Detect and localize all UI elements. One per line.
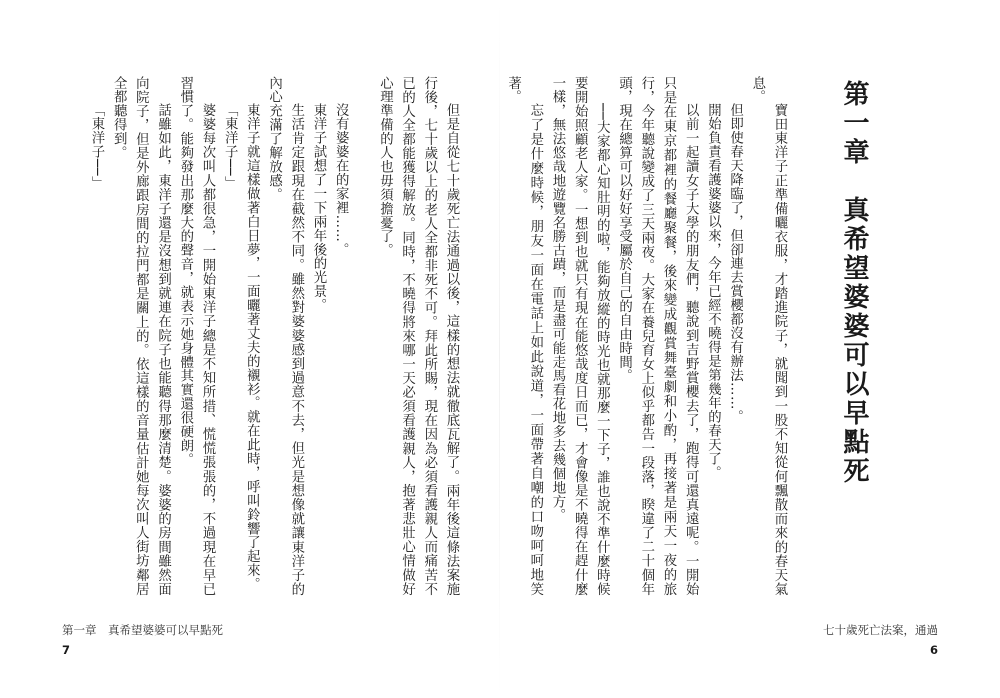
page-number: 6 <box>929 643 938 657</box>
paragraph: 東洋子就這樣做著白日夢，一面曬著丈夫的襯衫。就在此時，呼叫鈴響了起來。 <box>244 102 260 592</box>
paragraph: 忘了是什麼時候，朋友一面在電話上如此說道，一面帶著自嘲的口吻呵呵地笑著。 <box>505 76 543 596</box>
left-page-body <box>42 76 462 596</box>
running-header: 第一章 真希望婆婆可以早點死 <box>62 623 223 637</box>
paragraph: 話雖如此，東洋子還是沒想到就連在院子也能聽得那麼清楚。婆婆的房間雖然面向院子，但是外廊跟房間的拉門都是關上的。依這樣的音量估計她每次叫人街坊鄰居全都聽得到。 <box>111 76 171 596</box>
paragraph: 沒有婆婆在的家裡……。 <box>333 102 349 257</box>
chapter-title: 第一章 真希望婆婆可以早點死 <box>839 80 869 486</box>
paragraph: 婆婆每次叫人都很急，一開始東洋子總是不知所措、慌慌張張的，不過現在早已習慣了。能夠發出那麼大的聲音，就表示她身體其實還很硬朗。 <box>177 76 215 596</box>
paragraph: 開始負責看護婆婆以來，今年已經不曉得是第幾年的春天了。 <box>705 102 721 480</box>
paragraph: 但即使春天降臨了，但卻連去賞櫻都沒有辦法……。 <box>727 102 743 424</box>
paragraph: ──大家都心知肚明的啦，能夠放縱的時光也就那麼一下子，誰也說不準什麼時候要開始照顧老人家。一想到也就只有現在能悠哉度日而已，才會像是不曉得在趕什麼一樣，無法悠哉地遊覽名勝古蹟，而是盡可能走馬看花地多去幾個地方。 <box>549 76 610 596</box>
page-number: 7 <box>62 643 71 657</box>
running-header: 七十歲死亡法案，通過 <box>823 623 938 637</box>
section-break <box>351 76 373 596</box>
right-page-body <box>505 76 790 596</box>
paragraph: 生活肯定跟現在截然不同。雖然對婆婆感到過意不去，但光是想像就讓東洋子的內心充滿了解放感。 <box>266 76 304 596</box>
paragraph: 但是自從七十歲死亡法通過以後，這樣的想法就徹底瓦解了。兩年後這條法案施行後，七十歲以上的老人全都非死不可。拜此所賜，現在因為必須看護親人而痛苦不已的人全都能獲得解放。同時，不曉得將來哪一天必須看護親人，抱著悲壯心情做好心理準備的人也毋須擔憂了。 <box>377 76 459 596</box>
dialogue-line: 「東洋子──」 <box>88 102 104 190</box>
paragraph: 東洋子試想了一下兩年後的光景。 <box>310 102 326 313</box>
paragraph: 寶田東洋子正準備曬衣服，才踏進院子，就聞到一股不知從何飄散而來的春天氣息。 <box>749 76 787 596</box>
right-page <box>500 0 1000 698</box>
dialogue-line: 「東洋子──」 <box>222 102 238 190</box>
paragraph: 以前一起讀女子大學的朋友們，聽說到吉野賞櫻去了，跑得可還真遠呢。一開始只是在東京都裡的餐廳聚餐，後來變成觀賞舞臺劇和小酌，再接著是兩天一夜的旅行，今年聽說變成了三天兩夜。大家在養兒育女上似乎都告一段落，睽違了二十個年頭，現在總算可以好好享受屬於自己的自由時間。 <box>616 76 699 596</box>
